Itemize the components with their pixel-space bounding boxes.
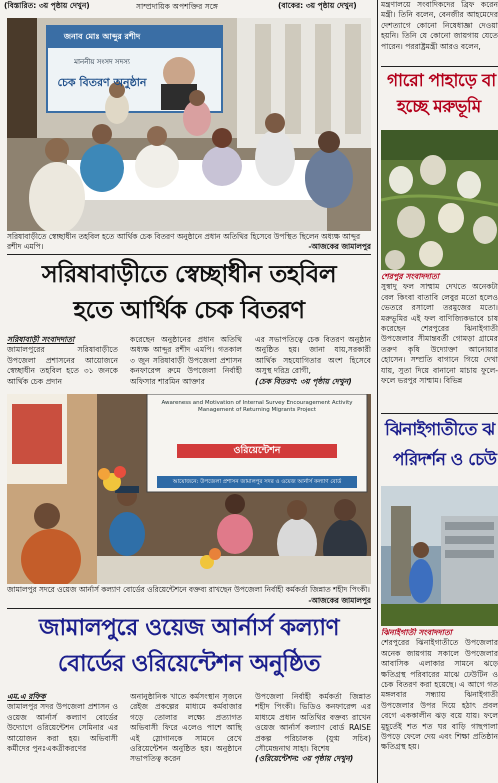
- story2-col1: [7, 692, 118, 778]
- right-headline2-line2: পরিদর্শন ও চেউ: [393, 450, 497, 470]
- story1-headline: [4, 256, 374, 332]
- story2-rule: [7, 608, 371, 609]
- top-ref-left: (বিস্তারিত: ৩য় পৃষ্ঠায় দেখুন): [4, 1, 90, 10]
- column-divider: [377, 0, 378, 783]
- story2-banner: [147, 394, 367, 492]
- story1-banner: [47, 26, 222, 112]
- right-top-text: [381, 0, 498, 64]
- right-top-text-body: মন্ত্রণালয়ে সংবাদিকদের ব্রিফ করেন মন্ত্রী। তিনি বলেন, বেনজীর আহমেদের দেশত্যাগে কোনো নিষেধাজ্ঞা দেওয়া হয়নি। তিনি যে কোনো জায়গায় যেতে পারেন। পররাষ্ট্রমন্ত্রী আরও বলেন,: [381, 0, 498, 51]
- right-headline1-line1: গারো পাহাড়ে বা: [387, 71, 496, 91]
- story2-byline: এম.এ রফিক: [7, 692, 46, 701]
- story1-col1: [7, 335, 118, 385]
- story1-banner-line1: জনাব মোঃ আব্দুর রশীদ: [63, 32, 141, 41]
- right-photo2: [381, 486, 498, 626]
- story1-headline-line2: হতে আর্থিক চেক বিতরণ: [73, 295, 305, 324]
- right-story2-text: [381, 628, 498, 783]
- story2-banner-sub: Awareness and Motivation of Internal Survey Encouragement Activity Management of Returning Migrants Project: [161, 400, 353, 413]
- story1-banner-line2: মাননীয় সংসদ সদস্য: [74, 58, 130, 66]
- right-story1-body: সুস্বাদু ফল সাম্মাম দেখতে অনেকটা বেল কিংবা বাতাবি লেবুর মতো হলেও ভেতরে রসালো তরমুজের মতো। মরুভূমির এই ফল বাণিজ্যিকভাবে চাষ করেছেন শেরপুরের ঝিনাইগাতী উপজেলার সীমান্তবর্তী গোমড়া গ্রামের তরুণ কৃষি উদ্যোক্তা আনোয়ার হোসেন। সম্প্রতি বাগানে গিয়ে দেখা যায়, সুতা দিয়ে বানানো মাচায় ফুলে-ফলে ভরপুর সাম্মাম। বিভিন্ন: [381, 282, 498, 386]
- right-byline1: শেরপুর সংবাদদাতা: [381, 272, 440, 281]
- story2-headline: [4, 610, 374, 690]
- story1-photo: [7, 18, 371, 231]
- story1-credit: -আজকের জামালপুর: [287, 242, 371, 252]
- story2-col2: [130, 692, 242, 778]
- right-headline1-line2: হচ্ছে মরুভূমি: [397, 97, 481, 117]
- story2-caption-text: জামালপুর সদরে ওয়েজ আর্নার্স কল্যাণ বোর্ডের ওরিয়েন্টেশনে বক্তব্য রাখছেন উপজেলা নির্বাহী কর্মকর্তা জিন্নাত শহীদ পিংকী।: [7, 585, 370, 594]
- story1-byline: সরিষাবাড়ী সংবাদদাতা: [7, 335, 75, 344]
- right-headline2-line1: ঝিনাইগাতীতে ঝ: [385, 420, 495, 440]
- story2-col3: [255, 692, 371, 778]
- right-headline2: [381, 415, 498, 481]
- story1-col1-text: জামালপুরের সরিষাবাড়ীতে উপজেলা প্রশাসনের আয়োজনে স্বেচ্ছাধীন তহবিল হতে ৩১ জনকে আর্থিক চেক প্রদান: [7, 345, 118, 385]
- story2-credit: -আজকের জামালপুর: [287, 596, 371, 606]
- story1-caption-text: সরিষাবাড়ীতে স্বেচ্ছাধীন তহবিল হতে আর্থিক চেক বিতরণ অনুষ্ঠানে প্রধান অতিথির হিসেবে উপস্থিত ছিলেন অধ্যক্ষ আব্দুর রশীদ এমপি।: [7, 232, 361, 251]
- story1-col3-ref: (চেক বিতরণ: ৩য় পৃষ্ঠায় দেখুন): [255, 376, 352, 386]
- top-strip: [0, 0, 380, 12]
- story1-rule: [7, 254, 371, 255]
- top-ref-right: (বাকের: ৩য় পৃষ্ঠায় দেখুন): [278, 1, 357, 10]
- right-photo1: [381, 130, 498, 270]
- right-rule1: [381, 66, 498, 67]
- story2-col3-ref: (ওরিয়েন্টেশন: ৩য় পৃষ্ঠায় দেখুন): [255, 754, 354, 764]
- story2-banner-title: ওরিয়েন্টেশন: [233, 445, 281, 456]
- story2-col2-text: অনানুষ্ঠানিক খাতে কর্মসংস্থান সৃজনে রেইজ প্রকল্পের মাধ্যমে কর্মবাজার গড়ে তোলার লক্ষ্যে প্রত্যাগত অভিবাসী ফিরে এলেও পাশে আছি এই স্লোগানকে সামনে রেখে ওরিয়েন্টেশন অনুষ্ঠিত হয়। অনুষ্ঠানে সভাপতিত্ব করেন: [130, 692, 242, 764]
- right-story1-text: [381, 272, 498, 410]
- story1-col3-text: এর সভাপতিত্বে চেক বিতরণ অনুষ্ঠান অনুষ্ঠিত হয়। জানা যায়,সরকারী আর্থিক সহযোগিতার অংশ হিসেবে অসুস্থ দরিদ্র রোগী,: [255, 335, 371, 376]
- story2-col1-text: জামালপুর সদর উপজেলা প্রশাসন ও ওয়েজ আর্নার্স কল্যাণ বোর্ডের উদ্যোগে ওরিয়েন্টেশন সেমিনার এর আয়োজন করা হয়। অভিবাসী কর্মীদের পুনঃএকত্রীকরণের: [7, 702, 118, 754]
- story1-col2: [130, 335, 242, 385]
- story2-col3-text: উপজেলা নির্বাহী কর্মকর্তা জিন্নাত শহীদ পিংকী। ভিডিও কনফারেন্স এর মাধ্যমে প্রধান অতিথির বক্তব্য রাখেন ওয়েজ আর্নার্স কল্যাণ বোর্ড RAISE প্রকল্প পরিচালক (যুগ্ম সচিব) সৌমেন্দ্রনাথ সাহা। বিশেষ: [255, 692, 371, 754]
- story2-headline-line1: জামালপুরে ওয়েজ আর্নার্স কল্যাণ: [38, 614, 340, 641]
- right-byline2: ঝিনাইগাতী সংবাদদাতা: [381, 628, 452, 637]
- story1-headline-line1: সরিষাবাড়ীতে স্বেচ্ছাধীন তহবিল: [41, 259, 337, 288]
- top-text-mid: সাম্প্রদায়িক অপশক্তির সঙ্গে: [136, 2, 218, 11]
- story2-photo: [7, 394, 371, 584]
- story2-headline-line2: বোর্ডের ওরিয়েন্টেশন অনুষ্ঠিত: [57, 650, 321, 677]
- right-headline1: [381, 68, 498, 124]
- story1-col3: [255, 335, 371, 387]
- story1-banner-line3: চেক বিতরণ অনুষ্ঠান: [57, 76, 147, 89]
- story1-col2-text: করেছেন অনুষ্ঠানের প্রধান অতিথি অধ্যক্ষ আব্দুর রশীদ এমপি। গতকাল ৩ জুন সরিষাবাড়ী উপজেলা প্রশাসন কনফারেন্স রুমে উপজেলা নির্বাহী অফিসার শারমিন আক্তার: [130, 335, 242, 385]
- right-story2-body: শেরপুরের ঝিনাইগাতীতে উপজেলার অনেক জায়গায় সকালে উপজেলার আবাসিক এলাকার সামনে ঝড়ে ক্ষতিগ্রস্থ পরিবারের মাঝে ঢেউটিন ও চেক বিতরণ করা হয়েছে। এ আগে গত মঙ্গলবার সন্ধ্যায় ঝিনাইগাতী উপজেলার উপর দিয়ে হঠাৎ প্রবল বেগে এককালীন ঝড় বয়ে যায়। ফলে মুহূর্তেই শত শত ঘর বাড়ি গাছপালা উপড়ে ফেলে দেয় এবং শিক্ষা প্রতিষ্ঠান ক্ষতিগ্রস্থ হয়।: [381, 638, 498, 752]
- story2-banner-org: আয়োজনে: উপজেলা প্রশাসন জামালপুর সদর ও ওয়েজ আর্নার্স কল্যাণ বোর্ড: [172, 479, 342, 485]
- right-rule2: [381, 413, 498, 414]
